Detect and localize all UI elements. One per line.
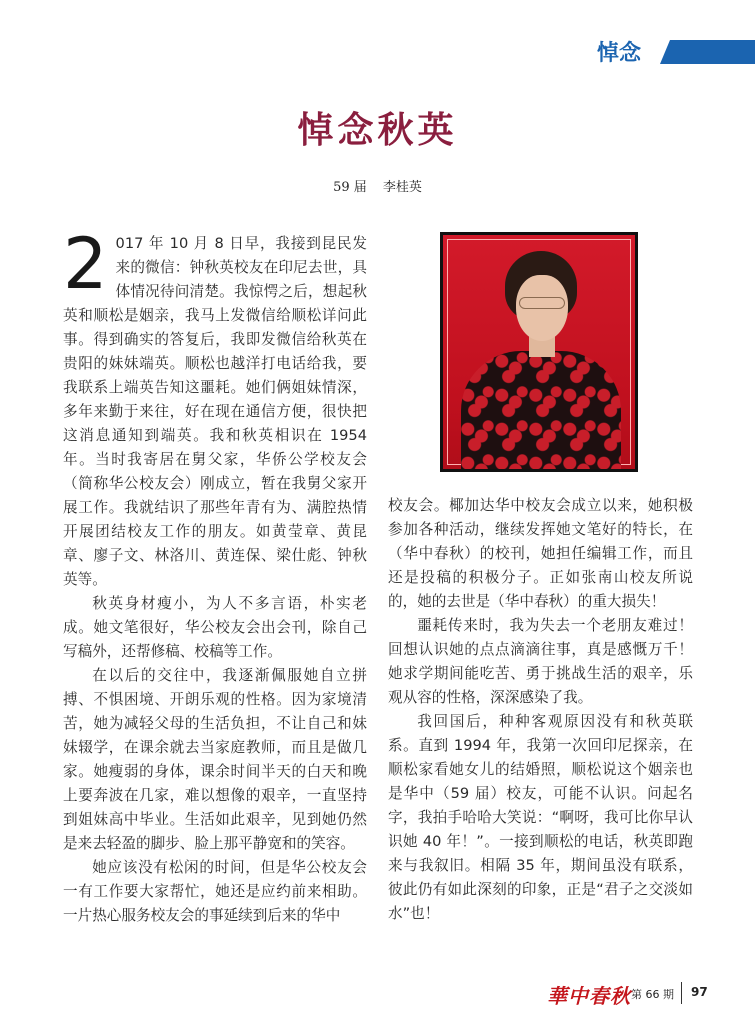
byline [0,176,755,195]
dropcap: 2 [63,223,108,305]
paragraph: 我回国后，种种客观原因没有和秋英联系。直到 1994 年，我第一次回印尼探亲，在顺松家看她女儿的结婚照，顺松说这个姻亲也是华中（59 届）校友，可能不认识。问起名字，我拍手哈哈大笑说：“啊呀，我可比你早认识她 40 年！”。一接到顺松的电话，秋英即跑来与我叙旧。相隔 35 年，期间虽没有联系，彼此仍有如此深刻的印象，正是“君子之交淡如水”也！ [388,713,693,922]
paragraph-text: 017 年 10 月 8 日早，我接到昆民发来的微信：钟秋英校友在印尼去世，具体情况待问清楚。我惊愕之后，想起秋英和顺松是姻亲，我马上发微信给顺松详问此事。得到确实的答复后，我即发微信给秋英在贵阳的妹妹端英。顺松也越洋打电话给我，要我联系上端英告知这噩耗。她们俩姐妹情深，多年来勤于来往，好在现在通信方便，很快把这消息通知到端英。我和秋英相识在 1954 年。当时我寄居在舅父家，华侨公学校友会（简称华公校友会）刚成立，暂在我舅父家开展工作。我就结识了那些年青有为、满腔热情开展团结校友工作的朋友。如黄莹章、黄昆章、廖子文、林洛川、黄连保、梁仕彪、钟秋英等。 [63,235,367,588]
section-tab [580,36,755,70]
paragraph: 校友会。椰加达华中校友会成立以来，她积极参加各种活动，继续发挥她文笔好的特长，在（华中春秋）的校刊，她担任编辑工作，而且还是投稿的积极分子。正如张南山校友所说的，她的去世是（华中春秋）的重大损失！ [388,497,693,610]
article-title: 悼念秋英 [297,109,458,151]
left-column [63,223,367,928]
paragraph: 她应该没有松闲的时间，但是华公校友会一有工作要大家帮忙，她还是应约前来相助。一片热心服务校友会的事延续到后来的华中 [63,859,367,924]
page-footer [525,978,725,1008]
section-bar [660,40,755,64]
publication-logo: 華中春秋 [547,984,631,1008]
page-number: 97 [691,985,708,999]
portrait-body [461,351,621,471]
paragraph: 秋英身材瘦小，为人不多言语，朴实老成。她文笔很好，华公校友会出会刊，除自己写稿外，还帮修稿、校稿等工作。 [63,595,367,660]
paragraph: 在以后的交往中，我逐渐佩服她自立拼搏、不惧困境、开朗乐观的性格。因为家境清苦，她为减轻父母的生活负担，不让自己和妹妹辍学，在课余就去当家庭教师，而且是做几家。她瘦弱的身体，课余时间半天的白天和晚上要奔波在几家，难以想像的艰辛，一直坚持到姐妹高中毕业。生活如此艰辛，见到她仍然是来去轻盈的脚步、脸上那平静宽和的笑容。 [63,667,367,852]
portrait-glasses [519,297,565,309]
section-label: 悼念 [596,40,641,66]
paragraph [63,223,367,592]
byline-author: 李桂英 [382,180,422,195]
paragraph: 噩耗传来时，我为失去一个老朋友难过！回想认识她的点点滴滴往事，真是感慨万千！她求学期间能吃苦、勇于挑战生活的艰辛，乐观从容的性格，深深感染了我。 [388,617,693,706]
byline-class: 59 届 [333,180,367,195]
issue-number: 第 66 期 [631,988,674,1001]
right-column [388,494,693,926]
footer-divider [681,982,682,1004]
portrait-photo [440,232,638,472]
